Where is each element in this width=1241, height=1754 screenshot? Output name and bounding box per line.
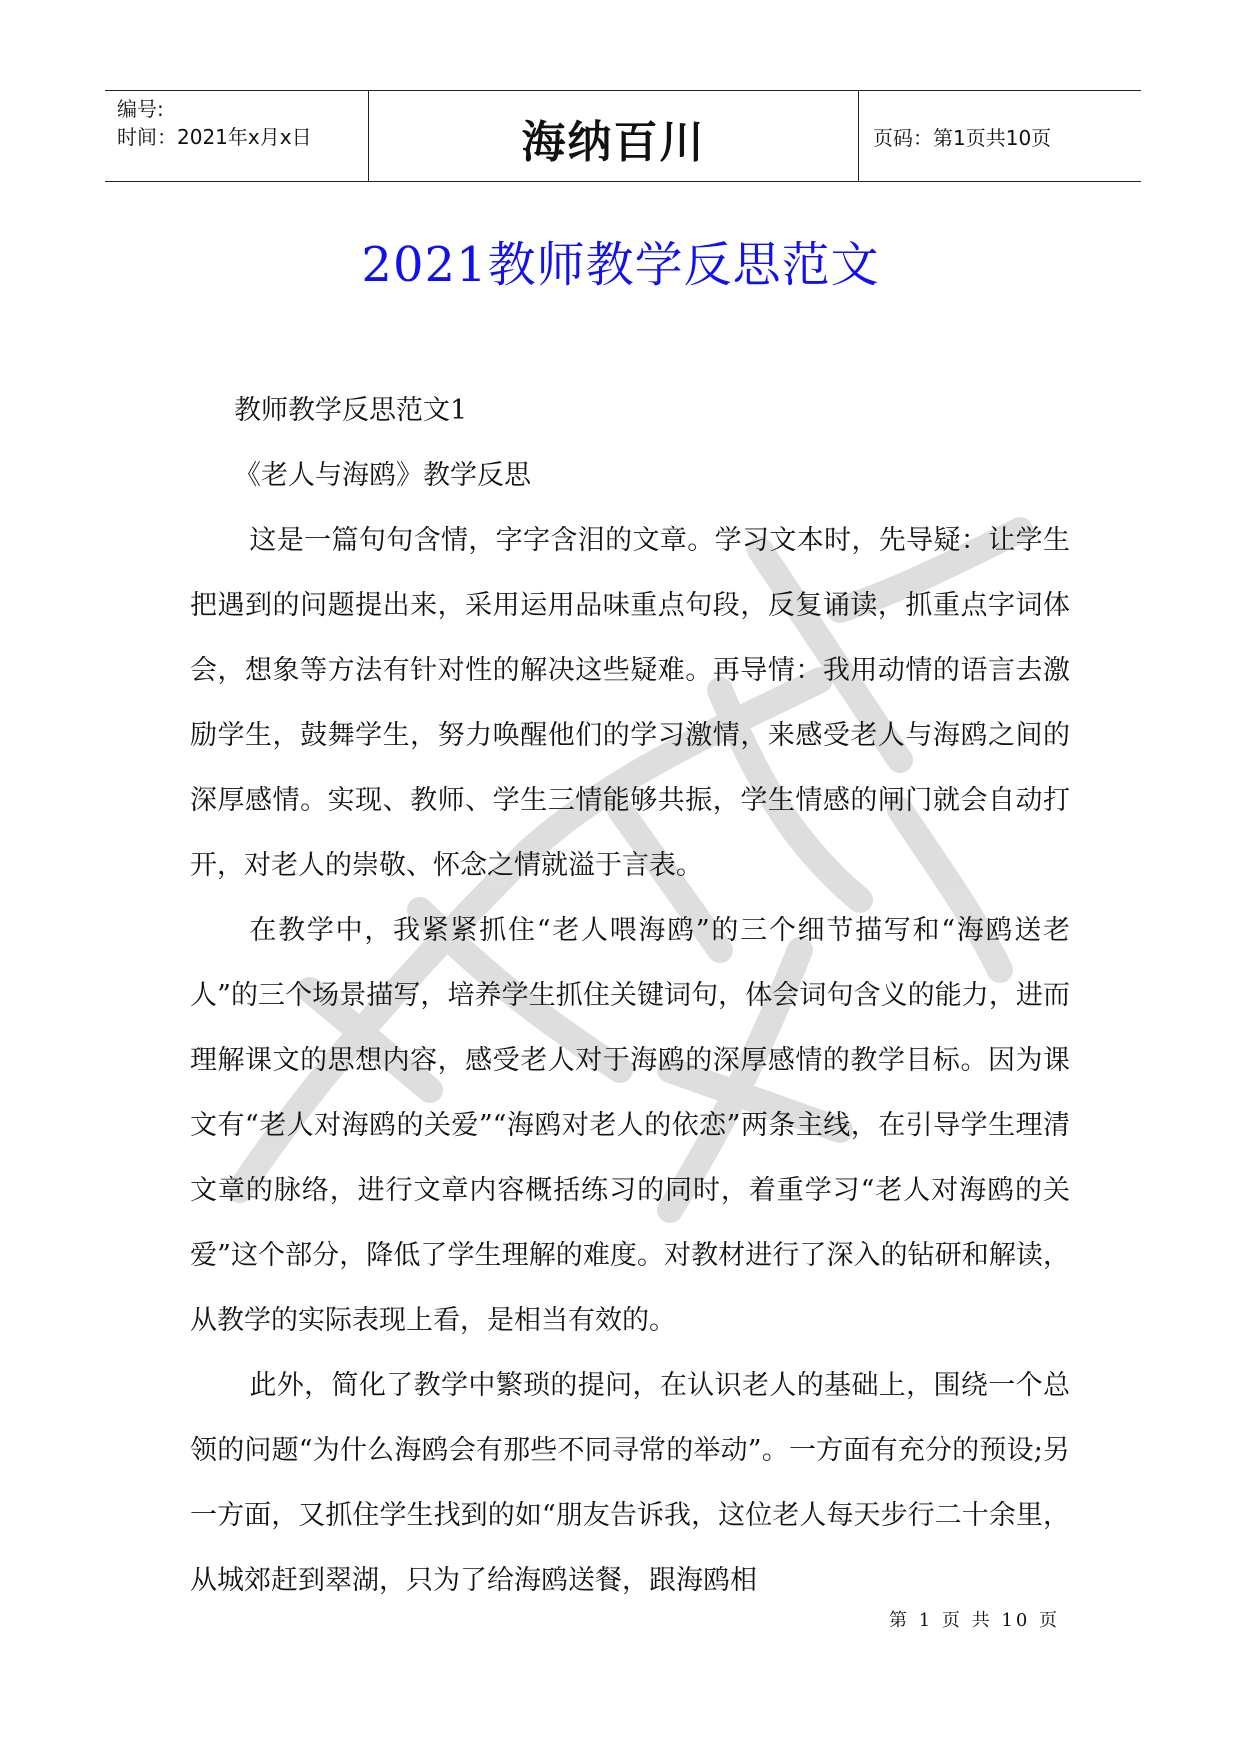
document-header (105, 90, 1141, 182)
lesson-title: 《老人与海鸥》教学反思 (234, 460, 531, 491)
page-label: 页码：第1页共10页 (873, 125, 1052, 150)
document-body (190, 378, 1070, 1613)
header-meta (105, 91, 369, 181)
document-title: 2021教师教学反思范文 (361, 237, 880, 293)
number-label: 编号: (117, 97, 164, 121)
page-footer: 第 1 页 共 10 页 (889, 1610, 1060, 1631)
brand-name: 海纳百川 (521, 117, 706, 168)
time-label: 时间：2021年x月x日 (117, 125, 312, 149)
body-paragraph: 这是一篇句句含情，字字含泪的文章。学习文本时，先导疑：让学生把遇到的问题提出来，采用运用品味重点句段，反复诵读，抓重点字词体会，想象等方法有针对性的解决这些疑难。再导情：我用动情的语言去激励学生，鼓舞学生，努力唤醒他们的学习激情，来感受老人与海鸥之间的深厚感情。实现、教师、学生三情能够共振，学生情感的闸门就会自动打开，对老人的崇敬、怀念之情就溢于言表。 (190, 525, 1070, 881)
header-brand-cell (369, 91, 859, 181)
section-heading: 教师教学反思范文1 (234, 395, 468, 426)
body-paragraph: 在教学中，我紧紧抓住“老人喂海鸥”的三个细节描写和“海鸥送老人”的三个场景描写，培养学生抓住关键词句，体会词句含义的能力，进而理解课文的思想内容，感受老人对于海鸥的深厚感情的教学目标。因为课文有“老人对海鸥的关爱”“海鸥对老人的依恋”两条主线，在引导学生理清文章的脉络，进行文章内容概括练习的同时，着重学习“老人对海鸥的关爱”这个部分，降低了学生理解的难度。对教材进行了深入的钻研和解读，从教学的实际表现上看，是相当有效的。 (190, 915, 1070, 1336)
body-paragraph: 此外，简化了教学中繁琐的提问，在认识老人的基础上，围绕一个总领的问题“为什么海鸥会有那些不同寻常的举动”。一方面有充分的预设;另一方面，又抓住学生找到的如“朋友告诉我，这位老人每天步行二十余里，从城郊赶到翠湖，只为了给海鸥送餐，跟海鸥相 (190, 1370, 1070, 1596)
header-page-cell (859, 91, 1141, 181)
